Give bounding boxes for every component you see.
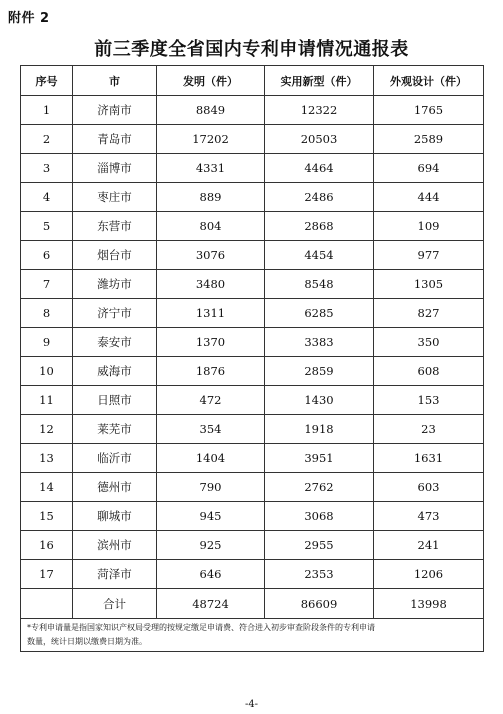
row-utility: 2762 [265, 473, 374, 502]
total-row [21, 589, 484, 619]
row-city: 青岛市 [73, 125, 157, 154]
table-row [21, 502, 484, 531]
row-utility: 12322 [265, 96, 374, 125]
row-index: 12 [21, 415, 73, 444]
row-city: 东营市 [73, 212, 157, 241]
header-index: 序号 [21, 66, 73, 96]
row-index: 17 [21, 560, 73, 589]
row-invention: 804 [157, 212, 265, 241]
row-index: 1 [21, 96, 73, 125]
row-city: 德州市 [73, 473, 157, 502]
row-design: 827 [374, 299, 484, 328]
row-index: 9 [21, 328, 73, 357]
row-city: 菏泽市 [73, 560, 157, 589]
table-row [21, 560, 484, 589]
row-invention: 889 [157, 183, 265, 212]
document-title: 前三季度全省国内专利申请情况通报表 [94, 39, 409, 60]
note-row [21, 619, 484, 652]
row-invention: 354 [157, 415, 265, 444]
row-utility: 1918 [265, 415, 374, 444]
table-row [21, 531, 484, 560]
attachment-label: 附件 2 [8, 11, 50, 26]
row-invention: 1370 [157, 328, 265, 357]
table-row [21, 96, 484, 125]
row-index: 11 [21, 386, 73, 415]
table-row [21, 473, 484, 502]
row-city: 威海市 [73, 357, 157, 386]
row-index: 4 [21, 183, 73, 212]
table-row [21, 415, 484, 444]
row-design: 350 [374, 328, 484, 357]
header-city: 市 [73, 66, 157, 96]
row-design: 1206 [374, 560, 484, 589]
row-design: 608 [374, 357, 484, 386]
row-design: 23 [374, 415, 484, 444]
row-index: 7 [21, 270, 73, 299]
row-city: 济南市 [73, 96, 157, 125]
footnote-line-2: 数量，统计日期以缴费日期为准。 [27, 637, 147, 646]
row-utility: 1430 [265, 386, 374, 415]
table-row [21, 444, 484, 473]
row-design: 241 [374, 531, 484, 560]
row-invention: 4331 [157, 154, 265, 183]
total-label: 合计 [73, 589, 157, 619]
row-index: 15 [21, 502, 73, 531]
row-design: 977 [374, 241, 484, 270]
total-design: 13998 [374, 589, 484, 619]
row-design: 694 [374, 154, 484, 183]
row-utility: 4454 [265, 241, 374, 270]
footnote [21, 619, 484, 652]
row-invention: 925 [157, 531, 265, 560]
table-row [21, 212, 484, 241]
row-utility: 3383 [265, 328, 374, 357]
row-utility: 2868 [265, 212, 374, 241]
table-row [21, 154, 484, 183]
row-design: 109 [374, 212, 484, 241]
row-design: 1765 [374, 96, 484, 125]
row-invention: 646 [157, 560, 265, 589]
row-invention: 790 [157, 473, 265, 502]
table-row [21, 386, 484, 415]
row-city: 滨州市 [73, 531, 157, 560]
row-city: 烟台市 [73, 241, 157, 270]
table-row [21, 241, 484, 270]
total-invention: 48724 [157, 589, 265, 619]
table-row [21, 357, 484, 386]
row-city: 泰安市 [73, 328, 157, 357]
row-city: 济宁市 [73, 299, 157, 328]
row-utility: 2353 [265, 560, 374, 589]
row-design: 444 [374, 183, 484, 212]
row-city: 日照市 [73, 386, 157, 415]
row-utility: 8548 [265, 270, 374, 299]
table-row [21, 299, 484, 328]
row-invention: 472 [157, 386, 265, 415]
row-invention: 1311 [157, 299, 265, 328]
row-city: 潍坊市 [73, 270, 157, 299]
row-city: 临沂市 [73, 444, 157, 473]
row-invention: 8849 [157, 96, 265, 125]
row-city: 淄博市 [73, 154, 157, 183]
row-invention: 1876 [157, 357, 265, 386]
header-utility: 实用新型（件） [265, 66, 374, 96]
header-design: 外观设计（件） [374, 66, 484, 96]
row-index: 6 [21, 241, 73, 270]
page-number: -4- [244, 699, 259, 710]
row-invention: 3076 [157, 241, 265, 270]
row-utility: 2955 [265, 531, 374, 560]
header-invention: 发明（件） [157, 66, 265, 96]
row-design: 603 [374, 473, 484, 502]
table-row [21, 270, 484, 299]
row-index: 8 [21, 299, 73, 328]
table-row [21, 328, 484, 357]
row-index: 13 [21, 444, 73, 473]
row-invention: 3480 [157, 270, 265, 299]
row-index: 16 [21, 531, 73, 560]
row-utility: 2859 [265, 357, 374, 386]
row-invention: 17202 [157, 125, 265, 154]
row-design: 153 [374, 386, 484, 415]
row-utility: 6285 [265, 299, 374, 328]
row-index: 3 [21, 154, 73, 183]
row-design: 1631 [374, 444, 484, 473]
row-design: 1305 [374, 270, 484, 299]
row-city: 聊城市 [73, 502, 157, 531]
table-row [21, 125, 484, 154]
row-index: 10 [21, 357, 73, 386]
row-index: 14 [21, 473, 73, 502]
table-header-row [21, 66, 484, 96]
row-utility: 3951 [265, 444, 374, 473]
total-utility: 86609 [265, 589, 374, 619]
row-utility: 3068 [265, 502, 374, 531]
row-utility: 4464 [265, 154, 374, 183]
row-utility: 20503 [265, 125, 374, 154]
row-design: 2589 [374, 125, 484, 154]
table-row [21, 183, 484, 212]
row-invention: 1404 [157, 444, 265, 473]
footnote-line-1: *专利申请量是指国家知识产权局受理的按规定缴足申请费、符合进入初步审查阶段条件的专利申请 [27, 623, 375, 632]
total-index-cell [21, 589, 73, 619]
row-index: 5 [21, 212, 73, 241]
patent-report-table [20, 65, 484, 652]
row-city: 枣庄市 [73, 183, 157, 212]
row-utility: 2486 [265, 183, 374, 212]
row-design: 473 [374, 502, 484, 531]
row-index: 2 [21, 125, 73, 154]
row-invention: 945 [157, 502, 265, 531]
row-city: 莱芜市 [73, 415, 157, 444]
